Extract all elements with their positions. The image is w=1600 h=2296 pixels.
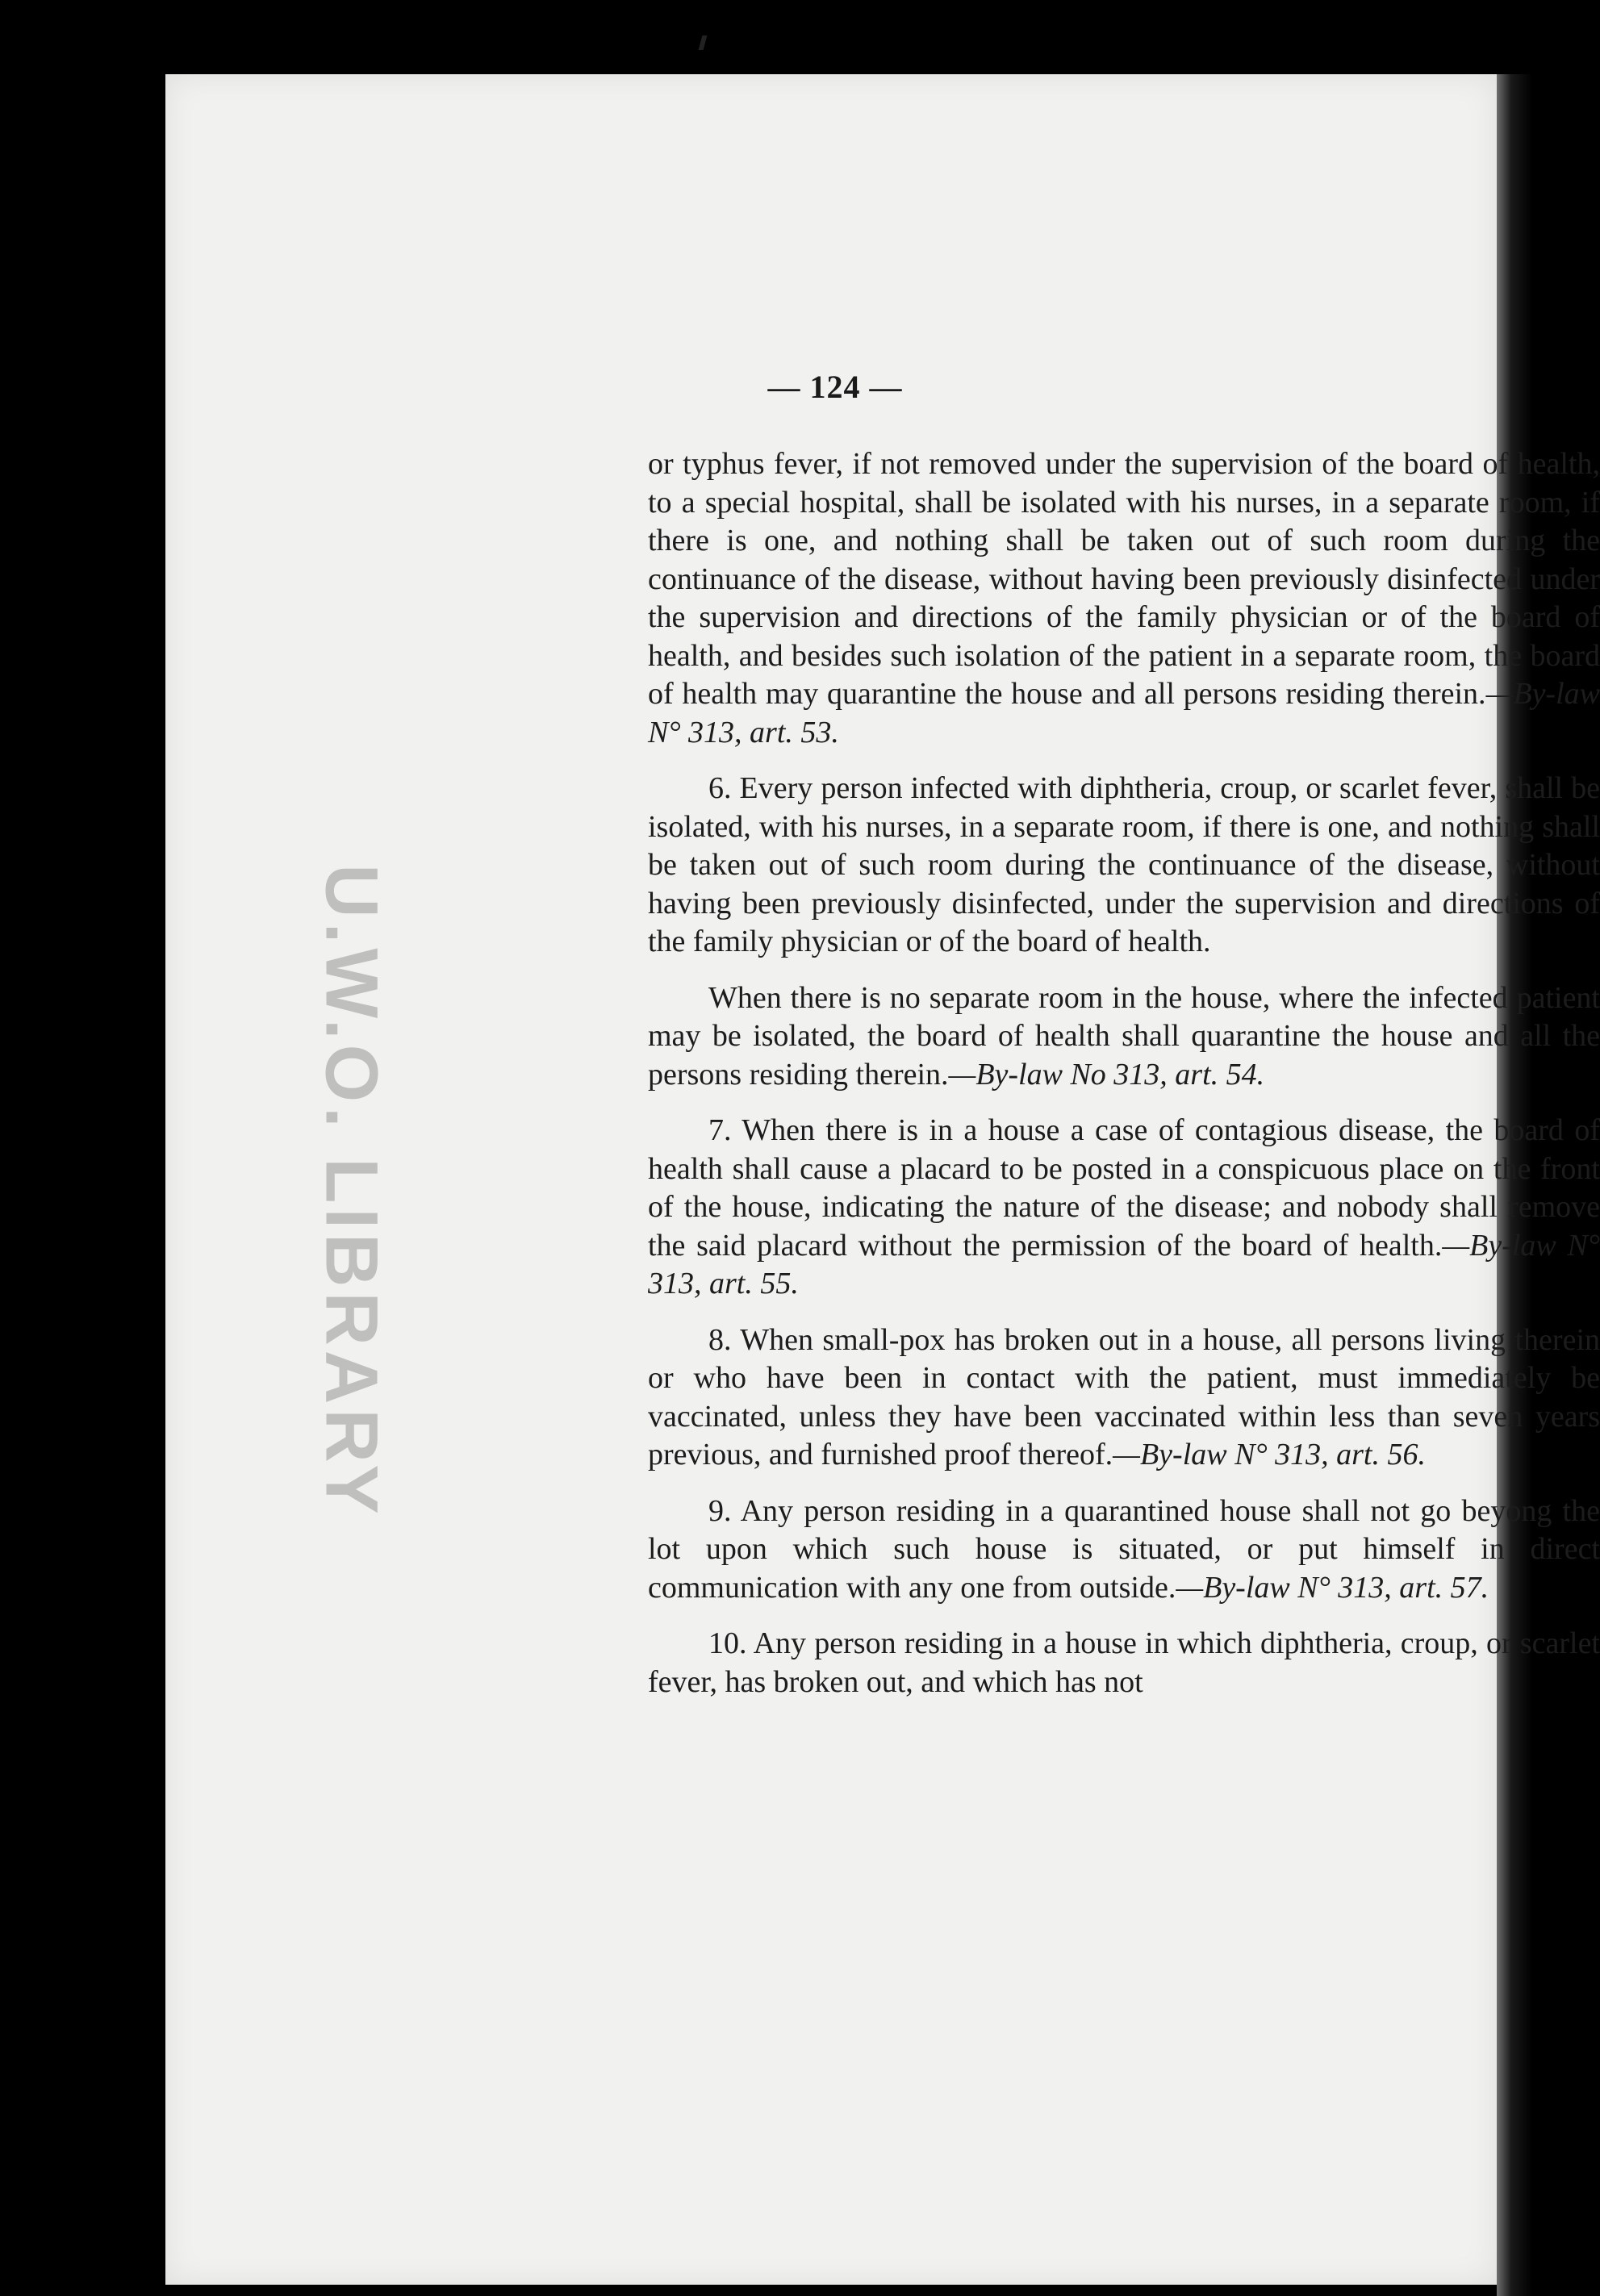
library-stamp bbox=[286, 864, 416, 1519]
paragraph-6 bbox=[648, 770, 1600, 962]
paragraph-text: 10. Any person residing in a house in which diphtheria, croup, or scarlet fever, has broken out, and which has not bbox=[648, 1626, 1600, 1699]
paragraph-6-continued bbox=[648, 979, 1600, 1095]
page-number: — 124 — bbox=[767, 369, 903, 405]
bylaw-reference: —By-law No 313, art. 54. bbox=[948, 1057, 1265, 1092]
bylaw-reference: —By-law N° 313, art. 56. bbox=[1113, 1438, 1426, 1472]
paragraph-text: 7. When there is in a house a case of contagious disease, the board of health shall cause a placard to be posted in a conspicuous place on the front of the house, indicating the nature of the disease; and nobody shall remove the said placard without the permission of the board of health. bbox=[648, 1113, 1600, 1263]
paragraph-10 bbox=[648, 1625, 1600, 1701]
body-text bbox=[648, 445, 1600, 1701]
bylaw-reference: —By-law N° 313, art. 57. bbox=[1176, 1570, 1489, 1605]
book-page bbox=[165, 74, 1600, 2285]
paragraph-text: When there is no separate room in the house, where the infected patient may be isolated, the board of health shall quarantine the house and all the persons residing therein. bbox=[648, 980, 1600, 1092]
paragraph-continued bbox=[648, 445, 1600, 752]
bylaw-reference: —By-law N° 313, art. 53. bbox=[648, 677, 1600, 749]
scan-mark bbox=[699, 35, 708, 50]
bylaw-reference: —By-law N° 313, art. 55. bbox=[648, 1228, 1600, 1300]
paragraph-text: 8. When small-pox has broken out in a house, all persons living therein or who have been in contact with the patient, must immediately be vaccinated, unless they have been vaccinated within less than seven years previous, and furnished proof thereof. bbox=[648, 1322, 1600, 1472]
paragraph-text: or typhus fever, if not removed under the supervision of the board of health, to a special hospital, shall be isolated with his nurses, in a separate room, if there is one, and nothing shall be taken out of such room during the continuance of the disease, without having been previously disinfected under the supervision and directions of the family physician or of the board of health, and besides such isolation of the patient in a separate room, the board of health may quarantine the house and all persons residing therein. bbox=[648, 447, 1600, 711]
paragraph-7 bbox=[648, 1112, 1600, 1304]
paragraph-text: 9. Any person residing in a quarantined house shall not go beyong the lot upon which such house is situated, or put himself in direct communication with any one from outside. bbox=[648, 1493, 1600, 1605]
paragraph-9 bbox=[648, 1492, 1600, 1608]
library-stamp-text: U.W.O. LIBRARY bbox=[310, 864, 393, 1519]
paragraph-8 bbox=[648, 1321, 1600, 1475]
paragraph-text: 6. Every person infected with diphtheria, croup, or scarlet fever, shall be isolated, with his nurses, in a separate room, if there is one, and nothing shall be taken out of such room during the continuance of the disease, without having been previously disinfected, under the supervision and directions of the family physician or of the board of health. bbox=[648, 771, 1600, 958]
